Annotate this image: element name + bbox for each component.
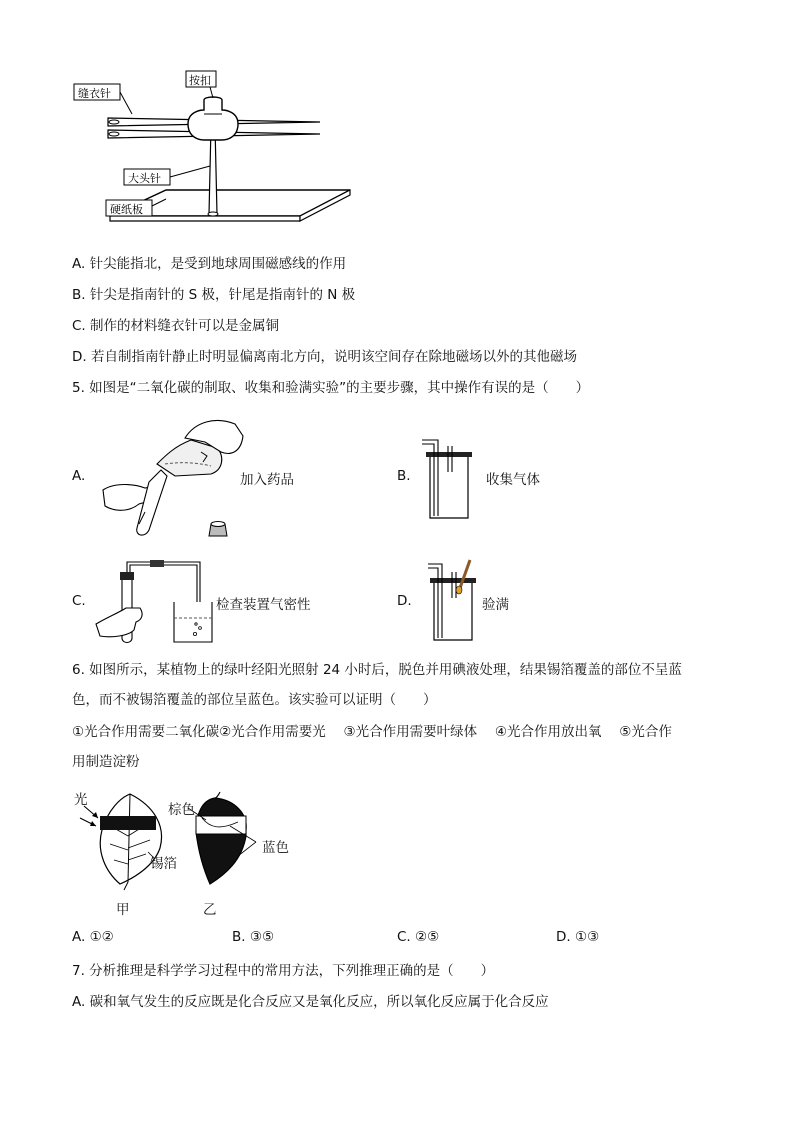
q5-figure-add-reagent bbox=[95, 412, 245, 544]
q7-option-a: A. 碳和氧气发生的反应既是化合反应又是氧化反应，所以氧化反应属于化合反应 bbox=[72, 994, 549, 1010]
compass-figure bbox=[70, 68, 390, 228]
q5-option-a-caption: 加入药品 bbox=[240, 472, 294, 488]
q6-label-blue: 蓝色 bbox=[262, 840, 289, 856]
q6-label-yi: 乙 bbox=[203, 902, 217, 918]
q6-choices-line1: ①光合作用需要二氧化碳②光合作用需要光 ③光合作用需要叶绿体 ④光合作用放出氧 ⑤光合作 bbox=[72, 724, 672, 740]
q7-stem: 7. 分析推理是科学学习过程中的常用方法，下列推理正确的是（ ） bbox=[72, 963, 495, 979]
q5-option-c-letter: C. bbox=[72, 593, 86, 609]
label-pin: 大头针 bbox=[128, 172, 161, 185]
q6-option-c: C. ②⑤ bbox=[397, 929, 440, 945]
q5-option-b-caption: 收集气体 bbox=[486, 472, 540, 488]
q5-option-d-caption: 验满 bbox=[482, 597, 509, 613]
q6-label-light: 光 bbox=[74, 792, 88, 808]
q5-figure-collect-gas bbox=[418, 432, 478, 524]
label-button: 按扣 bbox=[189, 74, 211, 87]
q6-choices-line2: 用制造淀粉 bbox=[72, 754, 140, 770]
q5-figure-airtightness bbox=[92, 558, 222, 646]
q6-stem-line2: 色，而不被锡箔覆盖的部位呈蓝色。该实验可以证明（ ） bbox=[72, 692, 437, 708]
q4-option-c: C. 制作的材料缝衣针可以是金属铜 bbox=[72, 318, 280, 334]
q6-option-b: B. ③⑤ bbox=[232, 929, 275, 945]
q6-label-foil: 锡箔 bbox=[150, 856, 177, 872]
q4-option-b: B. 针尖是指南针的 S 极，针尾是指南针的 N 极 bbox=[72, 287, 356, 303]
q5-stem: 5. 如图是“二氧化碳的制取、收集和验满实验”的主要步骤，其中操作有误的是（ ） bbox=[72, 380, 590, 396]
q6-option-a: A. ①② bbox=[72, 929, 114, 945]
q4-option-a: A. 针尖能指北，是受到地球周围磁感线的作用 bbox=[72, 256, 347, 272]
q6-label-brown: 棕色 bbox=[168, 802, 195, 818]
label-board: 硬纸板 bbox=[110, 203, 143, 216]
q5-option-d-letter: D. bbox=[397, 593, 412, 609]
q6-stem-line1: 6. 如图所示，某植物上的绿叶经阳光照射 24 小时后，脱色并用碘液处理，结果锡箔覆盖的部位不呈蓝 bbox=[72, 662, 682, 678]
q4-option-d: D. 若自制指南针静止时明显偏离南北方向，说明该空间存在除地磁场以外的其他磁场 bbox=[72, 349, 577, 365]
compass-diagram bbox=[70, 68, 390, 228]
q5-option-c-caption: 检查装置气密性 bbox=[216, 597, 311, 613]
label-needle: 缝衣针 bbox=[78, 87, 111, 100]
q6-option-d: D. ①③ bbox=[556, 929, 600, 945]
q6-label-jia: 甲 bbox=[116, 902, 130, 918]
q5-option-a-letter: A. bbox=[72, 468, 86, 484]
q5-option-b-letter: B. bbox=[397, 468, 411, 484]
q5-figure-check-full bbox=[424, 558, 484, 644]
